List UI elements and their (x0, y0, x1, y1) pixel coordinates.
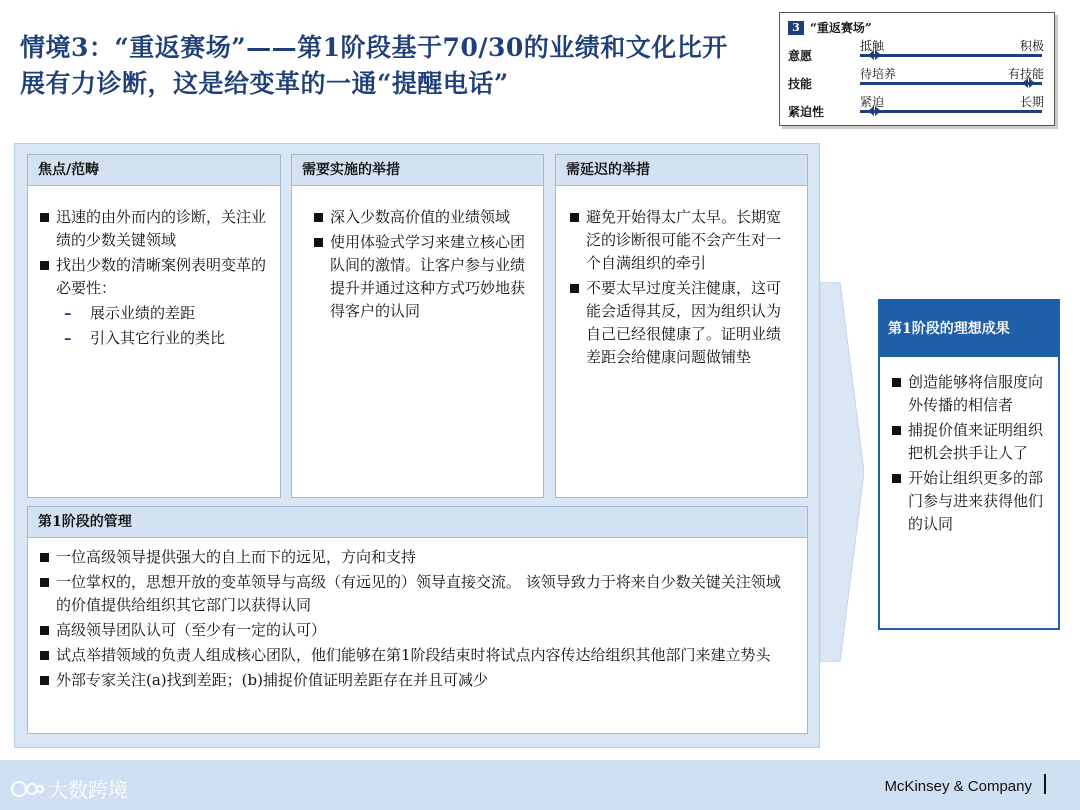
brand-divider (1044, 774, 1046, 794)
management-panel-header: 第1阶段的管理 (28, 507, 807, 538)
gauge-marker (1022, 78, 1036, 88)
gauge-row-label: 技能 (788, 77, 813, 91)
list-item: 开始让组织更多的部门参与进来获得他们的认同 (888, 467, 1048, 536)
situation-gauge (779, 12, 1055, 126)
gauge-row-willingness (780, 37, 1054, 65)
list-item: 找出少数的清晰案例表明变革的必要性： (36, 254, 266, 300)
ideal-outcome-list (888, 371, 1048, 536)
gauge-track (860, 110, 1042, 113)
gauge-right-label: 长期 (1019, 95, 1044, 109)
implement-panel (291, 154, 544, 498)
gauge-row-skill (780, 65, 1054, 93)
sub-list-item: – 展示业绩的差距 (36, 302, 266, 325)
gauge-track (860, 54, 1042, 57)
gauge-number: 3 (788, 21, 804, 35)
list-item: 迅速的由外而内的诊断，关注业绩的少数关键领域 (36, 206, 266, 252)
focus-panel-header: 焦点/范畴 (28, 155, 280, 186)
gauge-track (860, 82, 1042, 85)
brand-name: McKinsey & Company (884, 778, 1032, 795)
list-item: 避免开始得太广太早。长期宽泛的诊断很可能不会产生对一个自满组织的牵引 (566, 206, 793, 275)
page-title: 情境3：“重返赛场”——第1阶段基于70/30的业绩和文化比开展有力诊断，这是给变革的一通“提醒电话” (20, 33, 728, 98)
defer-list (566, 206, 793, 369)
gauge-right-label: 积极 (1019, 39, 1044, 53)
list-item: 一位掌权的，思想开放的变革领导与高级（有远见的）领导直接交流。 该领导致力于将来自少数关键关注领域的价值提供给组织其它部门以获得认同 (36, 571, 787, 617)
list-item: 深入少数高价值的业绩领域 (310, 206, 529, 229)
list-item: 不要太早过度关注健康，这可能会适得其反，因为组织认为自己已经很健康了。证明业绩差距会给健康问题做铺垫 (566, 277, 793, 369)
ideal-outcome-header: 第1阶段的理想成果 (880, 301, 1058, 357)
management-list (36, 546, 787, 692)
gauge-row-label: 紧迫性 (788, 105, 825, 119)
sub-list-item: – 引入其它行业的类比 (36, 327, 266, 350)
list-item: 使用体验式学习来建立核心团队间的激情。让客户参与业绩提升并通过这种方式巧妙地获得客户的认同 (310, 231, 529, 323)
list-item: 外部专家关注(a)找到差距；(b)捕捉价值证明差距存在并且可减少 (36, 669, 787, 692)
list-item: 高级领导团队认可（至少有一定的认可） (36, 619, 787, 642)
gauge-title: “重返赛场” (810, 21, 872, 35)
management-panel (27, 506, 808, 734)
chevron-arrow-icon (820, 282, 864, 662)
gauge-header (788, 19, 872, 36)
focus-list (36, 206, 266, 350)
list-item: 一位高级领导提供强大的自上而下的远见，方向和支持 (36, 546, 787, 569)
gauge-left-label: 待培养 (860, 67, 897, 81)
footer-bar (0, 760, 1080, 810)
gauge-marker (868, 50, 882, 60)
gauge-left-label: 抵触 (860, 39, 885, 53)
list-item: 试点举措领域的负责人组成核心团队，他们能够在第1阶段结束时将试点内容传达给组织其他部门来建立势头 (36, 644, 787, 667)
list-item: 捕捉价值来证明组织把机会拱手让人了 (888, 419, 1048, 465)
content-frame (14, 143, 820, 748)
watermark (10, 774, 128, 803)
focus-panel (27, 154, 281, 498)
gauge-row-label: 意愿 (788, 49, 813, 63)
list-item: 创造能够将信服度向外传播的相信者 (888, 371, 1048, 417)
gauge-right-label: 有技能 (1007, 67, 1044, 81)
ideal-outcome-panel (878, 299, 1060, 630)
defer-panel (555, 154, 808, 498)
defer-panel-header: 需延迟的举措 (556, 155, 807, 186)
implement-panel-header: 需要实施的举措 (292, 155, 543, 186)
watermark-logo-icon (10, 778, 44, 800)
gauge-marker (868, 106, 882, 116)
implement-list (310, 206, 529, 323)
gauge-left-label: 紧迫 (860, 95, 885, 109)
watermark-text: 大数跨境 (48, 778, 128, 802)
gauge-row-urgency (780, 93, 1054, 121)
